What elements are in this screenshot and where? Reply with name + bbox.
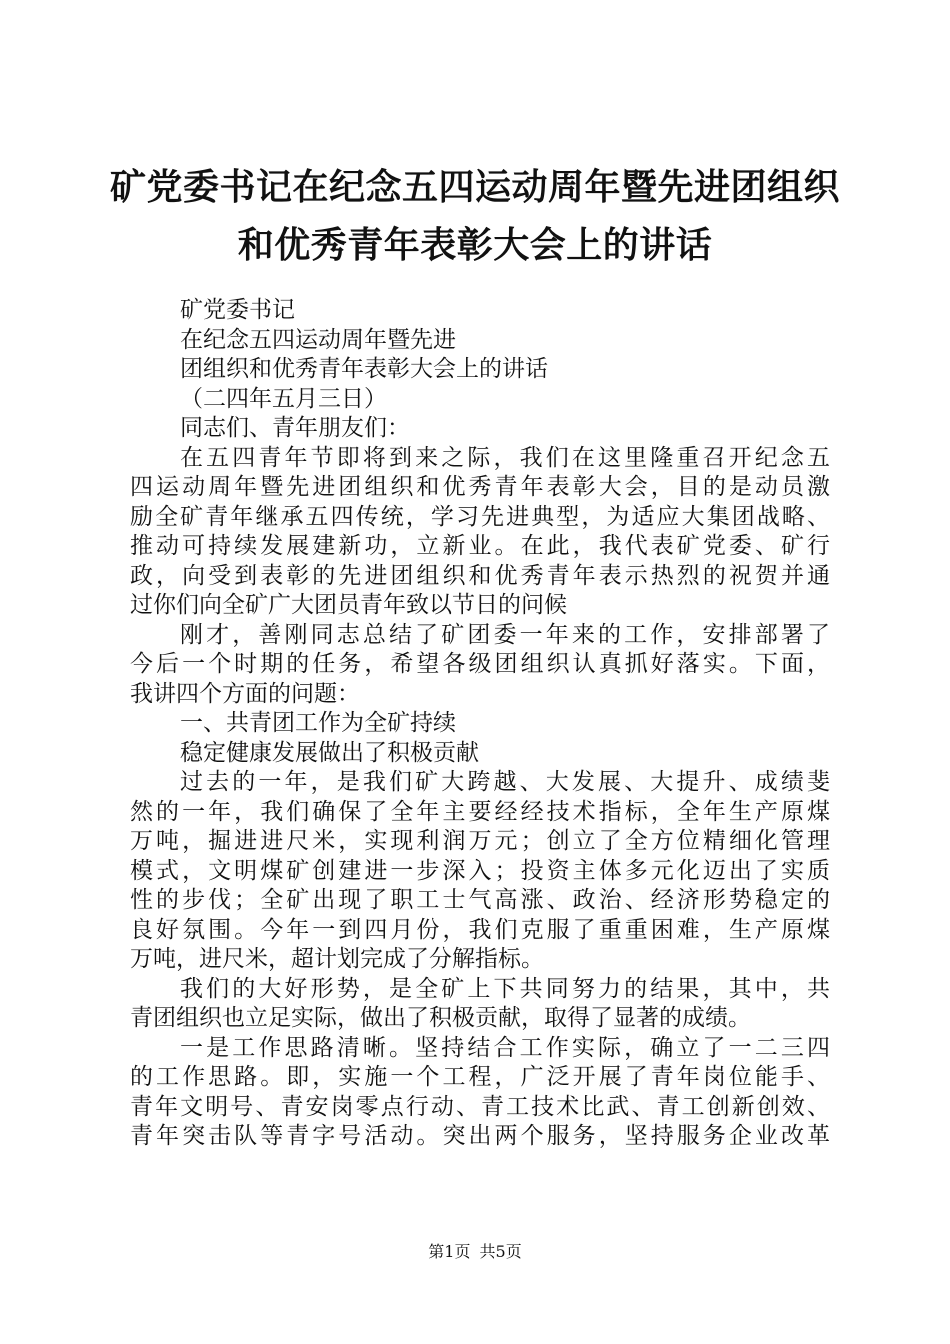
body-line: 同志们、青年朋友们：	[180, 415, 410, 441]
body-line: 刚才，善刚同志总结了矿团委一年来的工作，安排部署了	[180, 621, 830, 648]
page-footer	[0, 1241, 950, 1263]
body-line: 一、共青团工作为全矿持续	[180, 710, 456, 736]
body-line: 青年突击队等青字号活动。突出两个服务，坚持服务企业改革	[130, 1123, 830, 1149]
body-line: 万吨，掘进进尺米，实现利润万元；创立了全方位精细化管理	[130, 828, 830, 854]
body-line: 政，向受到表彰的先进团组织和优秀青年表示热烈的祝贺并通	[130, 562, 830, 589]
body-line: 四运动周年暨先进团组织和优秀青年表彰大会，目的是动员激	[130, 474, 830, 500]
body-line: 良好氛围。今年一到四月份，我们克服了重重困难，生产原煤	[130, 916, 830, 943]
body-line: 在纪念五四运动周年暨先进	[180, 326, 456, 353]
body-line: 模式，文明煤矿创建进一步深入；投资主体多元化迈出了实质	[130, 857, 830, 884]
document-title-line-1: 矿党委书记在纪念五四运动周年暨先进团组织	[109, 167, 840, 208]
body-line: 我讲四个方面的问题：	[130, 680, 360, 707]
body-line: 在五四青年节即将到来之际，我们在这里隆重召开纪念五	[180, 444, 830, 471]
body-line: 然的一年，我们确保了全年主要经经技术指标，全年生产原煤	[130, 798, 830, 825]
body-line: 矿党委书记	[180, 297, 295, 323]
body-line: 性的步伐；全矿出现了职工士气高涨、政治、经济形势稳定的	[130, 887, 830, 913]
document-body	[130, 296, 830, 1152]
page-number: 第1页	[428, 1242, 471, 1261]
body-line: 青年文明号、青安岗零点行动、青工技术比武、青工创新创效、	[130, 1093, 830, 1120]
body-line: 推动可持续发展建新功，立新业。在此，我代表矿党委、矿行	[130, 533, 830, 559]
body-line: 一是工作思路清晰。坚持结合工作实际，确立了一二三四	[180, 1034, 830, 1061]
body-line: 过去的一年，是我们矿大跨越、大发展、大提升、成绩斐	[180, 769, 830, 795]
document-title-line-2: 和优秀青年表彰大会上的讲话	[237, 225, 713, 266]
body-line: 团组织和优秀青年表彰大会上的讲话	[180, 356, 548, 382]
body-line: 我们的大好形势，是全矿上下共同努力的结果，其中，共	[180, 975, 830, 1002]
body-line: 过你们向全矿广大团员青年致以节日的问候	[130, 592, 567, 618]
body-line: 今后一个时期的任务，希望各级团组织认真抓好落实。下面，	[130, 651, 830, 677]
body-line: 励全矿青年继承五四传统，学习先进典型，为适应大集团战略、	[130, 503, 830, 530]
body-line: 万吨，进尺米，超计划完成了分解指标。	[130, 946, 544, 972]
body-line: 青团组织也立足实际，做出了积极贡献，取得了显著的成绩。	[130, 1005, 751, 1031]
body-line: 稳定健康发展做出了积极贡献	[180, 739, 479, 766]
page-total: 共5页	[479, 1242, 522, 1261]
body-line: （二四年五月三日）	[180, 385, 387, 412]
body-line: 的工作思路。即，实施一个工程，广泛开展了青年岗位能手、	[130, 1064, 830, 1090]
